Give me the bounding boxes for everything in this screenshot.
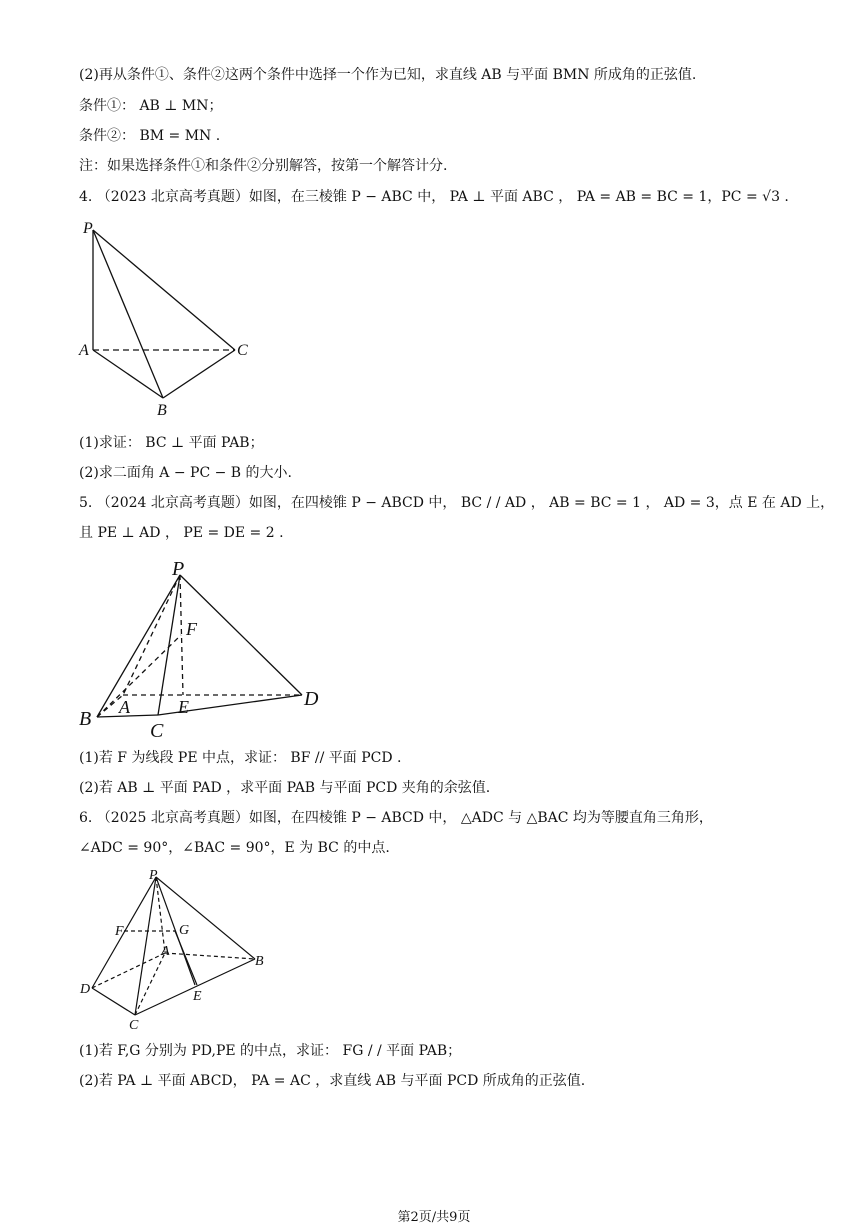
problem4-part1: (1)求证： BC ⊥ 平面 PAB； [79, 435, 264, 451]
label-P: P [172, 558, 185, 580]
label-C: C [237, 342, 248, 359]
problem3-part2: (2)再从条件①、条件②这两个条件中选择一个作为已知，求直线 AB 与平面 BMN 所成角的正弦值. [79, 67, 697, 83]
problem5-stem: 5. （2024 北京高考真题）如图，在四棱锥 P − ABCD 中， BC / / AD ， AB = BC = 1 ， AD = 3，点 E 在 AD 上， [79, 495, 835, 511]
label-C: C [150, 720, 164, 742]
problem4-stem: 4. （2023 北京高考真题）如图，在三棱锥 P − ABC 中， PA ⊥ 平面 ABC ， PA = AB = BC = 1，PC = √3 . [79, 189, 789, 205]
problem5-part1: (1)若 F 为线段 PE 中点，求证： BF // 平面 PCD . [79, 750, 402, 766]
problem6-part2: (2)若 PA ⊥ 平面 ABCD， PA = AC ，求直线 AB 与平面 PCD 所成角的正弦值. [79, 1073, 586, 1089]
label-F: F [115, 924, 124, 939]
label-P: P [149, 868, 158, 883]
label-A: A [119, 697, 130, 717]
problem5-stem-cont: 且 PE ⊥ AD ， PE = DE = 2 . [79, 525, 284, 541]
note: 注：如果选择条件①和条件②分别解答，按第一个解答计分. [79, 158, 448, 174]
problem4-part2: (2)求二面角 A − PC − B 的大小. [79, 465, 292, 481]
page-footer: 第2页/共9页 [397, 1210, 471, 1225]
condition-2: 条件②： BM = MN . [79, 128, 221, 144]
label-D: D [304, 688, 319, 710]
figure-problem4 [75, 215, 265, 420]
figure-problem6 [75, 865, 275, 1035]
problem6-stem: 6. （2025 北京高考真题）如图，在四棱锥 P − ABCD 中， △ADC 与 △BAC 均为等腰直角三角形， [79, 810, 713, 826]
label-B: B [157, 402, 167, 419]
label-A: A [161, 944, 170, 959]
label-A: A [79, 342, 89, 359]
condition-1: 条件①： AB ⊥ MN； [79, 98, 223, 114]
figure-problem5 [75, 555, 335, 745]
problem6-part1: (1)若 F,G 分别为 PD,PE 的中点，求证： FG / / 平面 PAB； [79, 1043, 462, 1059]
label-B: B [79, 708, 92, 730]
label-P: P [83, 220, 93, 237]
label-B: B [255, 954, 264, 969]
label-D: D [80, 982, 91, 997]
problem6-stem-cont: ∠ADC = 90°，∠BAC = 90°，E 为 BC 的中点. [79, 840, 390, 856]
label-C: C [129, 1018, 139, 1033]
problem5-part2: (2)若 AB ⊥ 平面 PAD ，求平面 PAB 与平面 PCD 夹角的余弦值. [79, 780, 491, 796]
label-E: E [193, 989, 202, 1004]
label-G: G [179, 923, 190, 938]
label-E: E [178, 697, 189, 717]
label-F: F [186, 619, 197, 639]
